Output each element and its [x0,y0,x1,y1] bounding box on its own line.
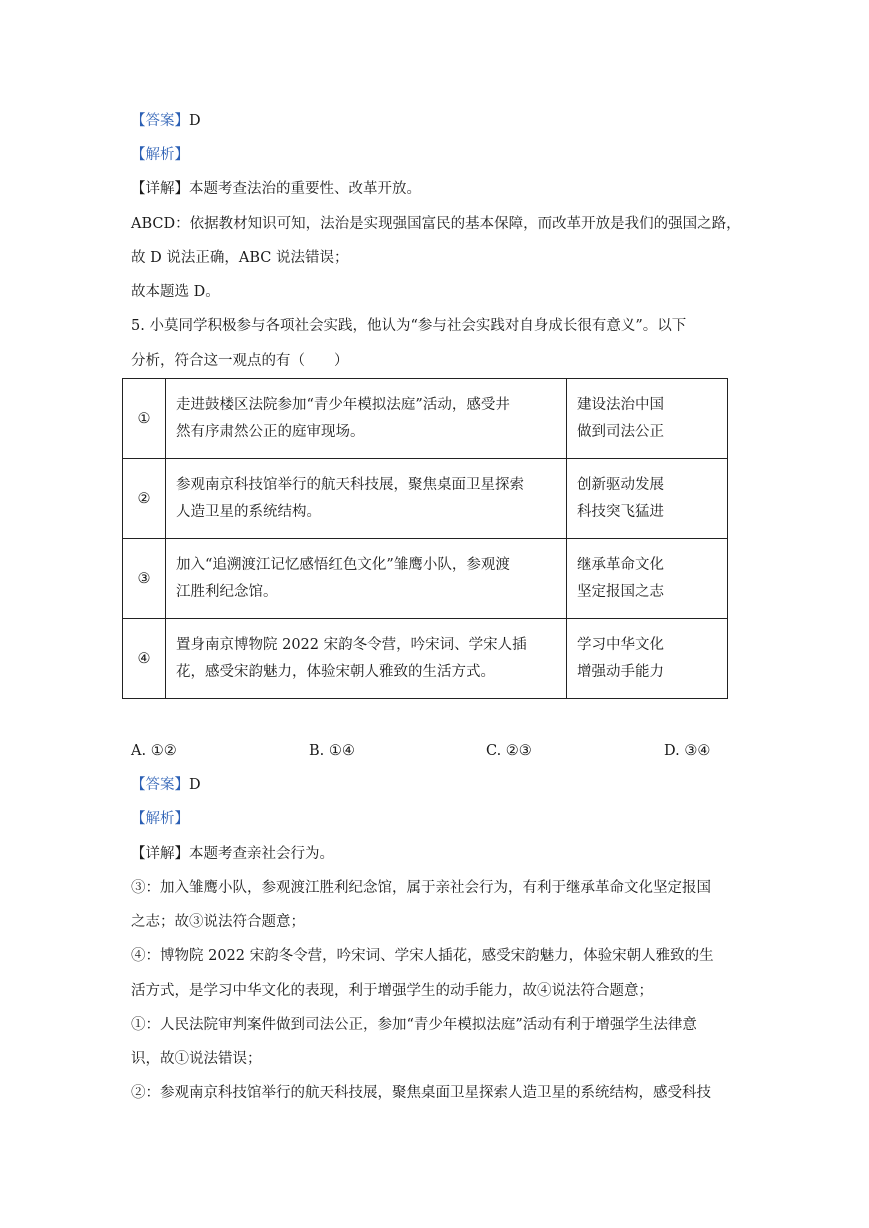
row-tags: 创新驱动发展 科技突飞猛进 [567,459,728,539]
row-description: 加入“追溯渡江记忆感悟红色文化”雏鹰小队，参观渡 江胜利纪念馆。 [166,539,567,619]
q5-answer-line [131,775,201,795]
choice-a[interactable]: A. ①② [131,743,177,759]
q4-analysis-tag: 【解析】 [131,147,189,163]
table-row [123,619,728,699]
row-number: ④ [123,619,166,699]
row-number: ① [123,379,166,459]
row-tags: 继承革命文化 坚定报国之志 [567,539,728,619]
q5-analysis-tag: 【解析】 [131,811,189,827]
answer-value: D [189,113,201,129]
row-description: 走进鼓楼区法院参加“青少年模拟法庭”活动，感受井 然有序肃然公正的庭审现场。 [166,379,567,459]
row-number: ③ [123,539,166,619]
q5-options-table [122,378,728,699]
q4-explanation-line: ABCD：依据教材知识可知，法治是实现强国富民的基本保障，而改革开放是我们的强国之路， [131,216,741,232]
answer-value: D [189,777,201,793]
row-tags: 学习中华文化 增强动手能力 [567,619,728,699]
choice-d[interactable]: D. ③④ [664,743,711,759]
q5-explanation-line: 之志；故③说法符合题意； [131,914,305,930]
q5-explanation-line: ③：加入雏鹰小队，参观渡江胜利纪念馆，属于亲社会行为，有利于继承革命文化坚定报国 [131,880,711,896]
answer-tag: 【答案】 [131,777,189,793]
q5-stem: 5. 小莫同学积极参与各项社会实践，他认为“参与社会实践对自身成长很有意义”。以下 [131,318,687,334]
answer-tag: 【答案】 [131,113,189,129]
row-description: 参观南京科技馆举行的航天科技展，聚焦桌面卫星探索 人造卫星的系统结构。 [166,459,567,539]
choice-c[interactable]: C. ②③ [486,743,532,759]
q5-explanation-line: ①：人民法院审判案件做到司法公正，参加“青少年模拟法庭”活动有利于增强学生法律意 [131,1017,697,1033]
q4-answer-line [131,111,201,131]
q4-conclusion: 故本题选 D。 [131,284,220,300]
row-description: 置身南京博物院 2022 宋韵冬令营，吟宋词、学宋人插 花，感受宋韵魅力，体验宋朝人雅致的生活方式。 [166,619,567,699]
q5-detail: 【详解】本题考查亲社会行为。 [131,846,334,862]
q4-detail: 【详解】本题考查法治的重要性、改革开放。 [131,181,421,197]
choice-b[interactable]: B. ①④ [309,743,355,759]
q5-explanation-line: ④：博物院 2022 宋韵冬令营，吟宋词、学宋人插花，感受宋韵魅力，体验宋朝人雅致的生 [131,948,714,964]
q5-explanation-line: ②：参观南京科技馆举行的航天科技展，聚焦桌面卫星探索人造卫星的系统结构，感受科技 [131,1085,711,1101]
table-row [123,459,728,539]
table-row [123,539,728,619]
q5-explanation-line: 识，故①说法错误； [131,1051,262,1067]
q5-explanation-line: 活方式，是学习中华文化的表现，利于增强学生的动手能力，故④说法符合题意； [131,983,653,999]
q4-explanation-line: 故 D 说法正确，ABC 说法错误； [131,250,349,266]
table-row [123,379,728,459]
row-number: ② [123,459,166,539]
q5-stem: 分析，符合这一观点的有（ ） [131,353,349,369]
row-tags: 建设法治中国 做到司法公正 [567,379,728,459]
